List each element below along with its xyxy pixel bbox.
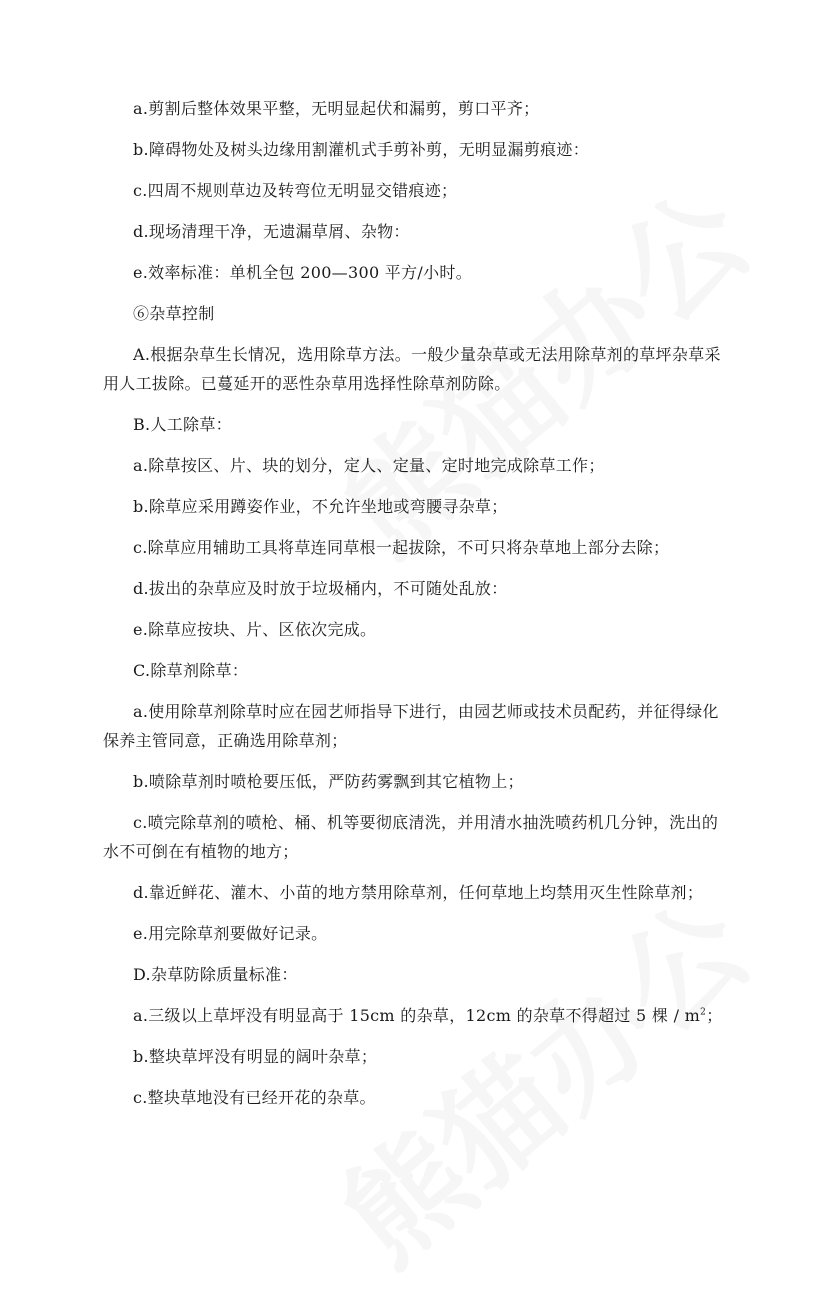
list-item-continuation: 保养主管同意，正确选用除草剂； xyxy=(103,731,348,750)
list-item: a.剪割后整体效果平整，无明显起伏和漏剪，剪口平齐； xyxy=(133,99,540,118)
section-heading: ⑥杂草控制 xyxy=(133,304,215,323)
list-item: c.整块草地没有已经开花的杂草。 xyxy=(133,1088,376,1107)
list-item: e.除草应按块、片、区依次完成。 xyxy=(133,620,377,639)
paragraph-continuation: 用人工拔除。已蔓延开的恶性杂草用选择性除草剂防除。 xyxy=(103,374,511,393)
list-item: c.除草应用辅助工具将草连同草根一起拔除，不可只将杂草地上部分去除； xyxy=(133,538,670,557)
list-item: b.障碍物处及树头边缘用割灌机式手剪补剪，无明显漏剪痕迹： xyxy=(133,140,590,159)
superscript: 2 xyxy=(700,1007,707,1018)
list-item: a.使用除草剂除草时应在园艺师指导下进行，由园艺师或技术员配药，并征得绿化 xyxy=(133,702,719,721)
list-item-text: a.三级以上草坪没有明显高于 15cm 的杂草，12cm 的杂草不得超过 5 棵 / m xyxy=(133,1006,701,1025)
subheading: C.除草剂除草： xyxy=(133,661,249,680)
list-item: b.喷除草剂时喷枪要压低，严防药雾飘到其它植物上； xyxy=(133,772,524,791)
list-item-continuation: 水不可倒在有植物的地方； xyxy=(103,842,299,861)
list-item: c.四周不规则草边及转弯位无明显交错痕迹； xyxy=(133,181,458,200)
list-item: c.喷完除草剂的喷枪、桶、机等要彻底清洗，并用清水抽洗喷药机几分钟，洗出的 xyxy=(133,813,719,832)
list-item: d.拔出的杂草应及时放于垃圾桶内，不可随处乱放： xyxy=(133,579,508,598)
paragraph: A.根据杂草生长情况，选用除草方法。一般少量杂草或无法用除草剂的草坪杂草采 xyxy=(133,345,721,364)
list-item: d.靠近鲜花、灌木、小苗的地方禁用除草剂，任何草地上均禁用灭生性除草剂； xyxy=(133,883,704,902)
subheading: D.杂草防除质量标准： xyxy=(133,965,298,984)
list-item: a.除草按区、片、块的划分，定人、定量、定时地完成除草工作； xyxy=(133,456,605,475)
list-item xyxy=(133,1000,723,1031)
list-item: e.用完除草剂要做好记录。 xyxy=(133,924,328,943)
subheading: B.人工除草： xyxy=(133,415,232,434)
list-item: b.整块草坪没有明显的阔叶杂草； xyxy=(133,1047,378,1066)
list-item: d.现场清理干净，无遗漏草屑、杂物： xyxy=(133,222,410,241)
list-item: e.效率标准：单机全包 200—300 平方/小时。 xyxy=(133,263,472,282)
list-item: b.除草应采用蹲姿作业，不允许坐地或弯腰寻杂草； xyxy=(133,497,508,516)
list-item-end: ； xyxy=(706,1006,723,1025)
